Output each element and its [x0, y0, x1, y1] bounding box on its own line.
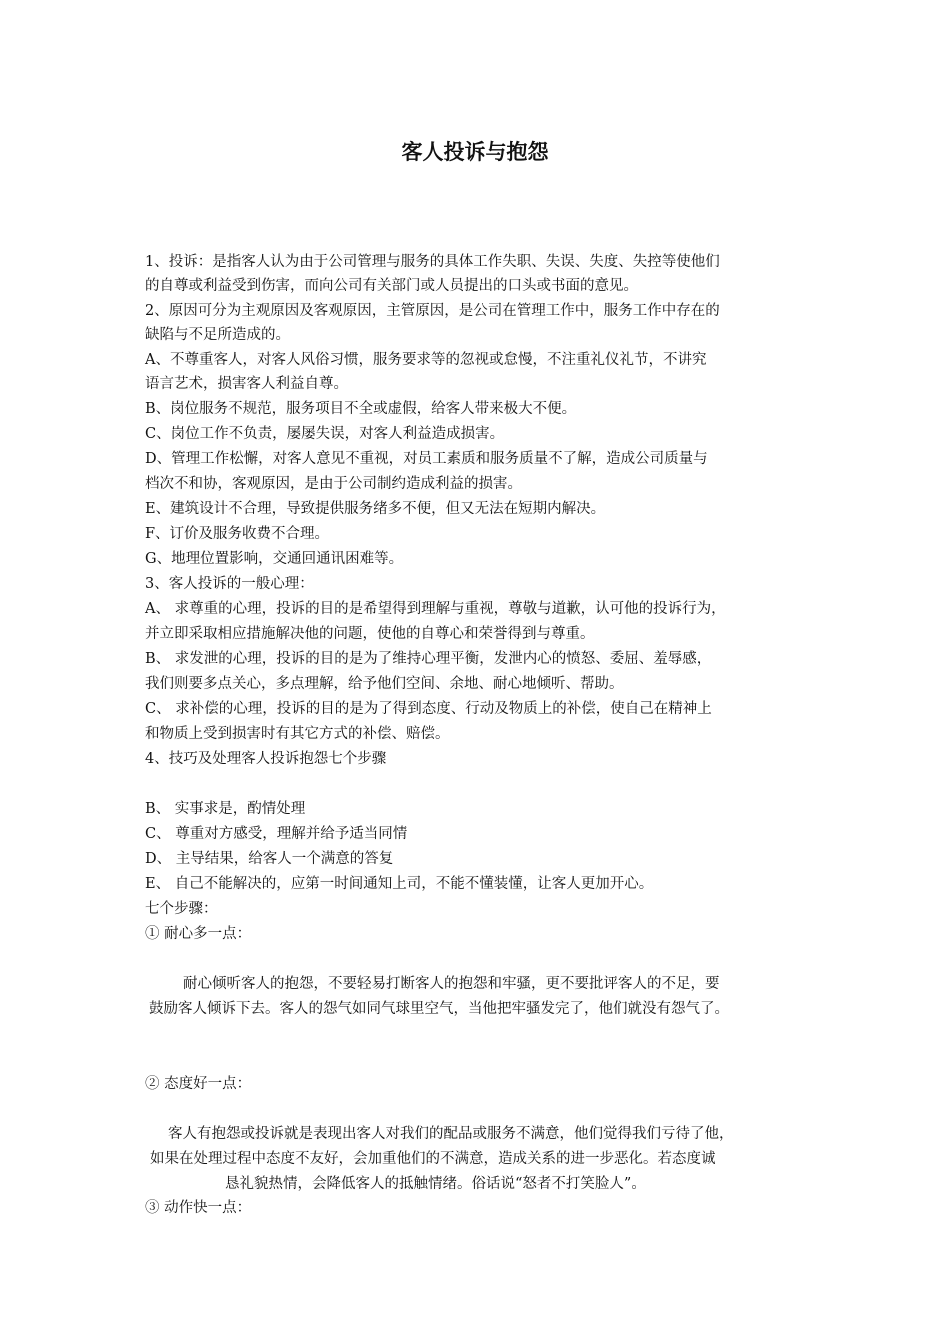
paragraph-line: 我们则要多点关心，多点理解，给予他们空间、余地、耐心地倾听、帮助。 [145, 676, 624, 692]
paragraph-line: A、 求尊重的心理，投诉的目的是希望得到理解与重视，尊敬与道歉，认可他的投诉行为， [145, 601, 726, 617]
section-heading: 4、技巧及处理客人投诉抱怨七个步骤 [145, 751, 387, 767]
step-heading: ② 态度好一点： [145, 1076, 252, 1092]
list-item: E、 自己不能解决的，应第一时间通知上司，不能不懂装懂，让客人更加开心。 [145, 876, 654, 892]
list-item: B、 实事求是，酌情处理 [145, 801, 306, 817]
paragraph-line: 如果在处理过程中态度不友好，会加重他们的不满意，造成关系的进一步恶化。若态度诚 [150, 1151, 716, 1167]
paragraph-line: 档次不和协，客观原因，是由于公司制约造成利益的损害。 [145, 476, 522, 492]
paragraph-line: 2、原因可分为主观原因及客观原因，主管原因，是公司在管理工作中，服务工作中存在的 [145, 303, 720, 319]
paragraph-line: 并立即采取相应措施解决他的问题，使他的自尊心和荣誉得到与尊重。 [145, 626, 595, 642]
step-heading: ① 耐心多一点： [145, 926, 252, 942]
paragraph-line: D、管理工作松懈，对客人意见不重视，对员工素质和服务质量不了解，造成公司质量与 [145, 451, 708, 467]
paragraph-line: 耐心倾听客人的抱怨，不要轻易打断客人的抱怨和牢骚，更不要批评客人的不足，要 [183, 976, 720, 992]
paragraph-line: E、建筑设计不合理，导致提供服务绪多不便，但又无法在短期内解决。 [145, 501, 606, 517]
list-item: C、 尊重对方感受，理解并给予适当同情 [145, 826, 408, 842]
paragraph-line: 恳礼貌热情，会降低客人的抵触情绪。俗话说“怒者不打笑脸人”。 [225, 1176, 646, 1192]
paragraph-line: C、岗位工作不负责，屡屡失误，对客人利益造成损害。 [145, 426, 505, 442]
paragraph-line: 3、客人投诉的一般心理： [145, 576, 314, 592]
paragraph-line: F、订价及服务收费不合理。 [145, 526, 330, 542]
list-item: D、 主导结果，给客人一个满意的答复 [145, 851, 394, 867]
section-heading: 七个步骤： [145, 901, 218, 917]
paragraph-line: 客人有抱怨或投诉就是表现出客人对我们的配品或服务不满意，他们觉得我们亏待了他， [168, 1126, 734, 1142]
paragraph-line: 1、投诉：是指客人认为由于公司管理与服务的具体工作失职、失误、失度、失控等使他们 [145, 254, 720, 270]
paragraph-line: A、不尊重客人，对客人风俗习惯，服务要求等的忽视或怠慢，不注重礼仪礼节，不讲究 [145, 352, 707, 368]
document-title: 客人投诉与抱怨 [401, 140, 549, 164]
paragraph-line: B、 求发泄的心理，投诉的目的是为了维持心理平衡，发泄内心的愤怒、委屈、羞辱感， [145, 651, 712, 667]
paragraph-line: G、地理位置影响，交通回通讯困难等。 [145, 551, 404, 567]
paragraph-line: 和物质上受到损害时有其它方式的补偿、赔偿。 [145, 726, 450, 742]
paragraph-line: 缺陷与不足所造成的。 [145, 327, 290, 343]
paragraph-line: 的自尊或利益受到伤害，而向公司有关部门或人员提出的口头或书面的意见。 [145, 278, 638, 294]
step-heading: ③ 动作快一点： [145, 1200, 252, 1216]
paragraph-line: C、 求补偿的心理，投诉的目的是为了得到态度、行动及物质上的补偿，使自己在精神上 [145, 701, 712, 717]
paragraph-line: B、岗位服务不规范，服务项目不全或虚假，给客人带来极大不便。 [145, 401, 577, 417]
paragraph-line: 鼓励客人倾诉下去。客人的怨气如同气球里空气，当他把牢骚发完了，他们就没有怨气了。 [149, 1001, 729, 1017]
paragraph-line: 语言艺术，损害客人利益自尊。 [145, 376, 348, 392]
